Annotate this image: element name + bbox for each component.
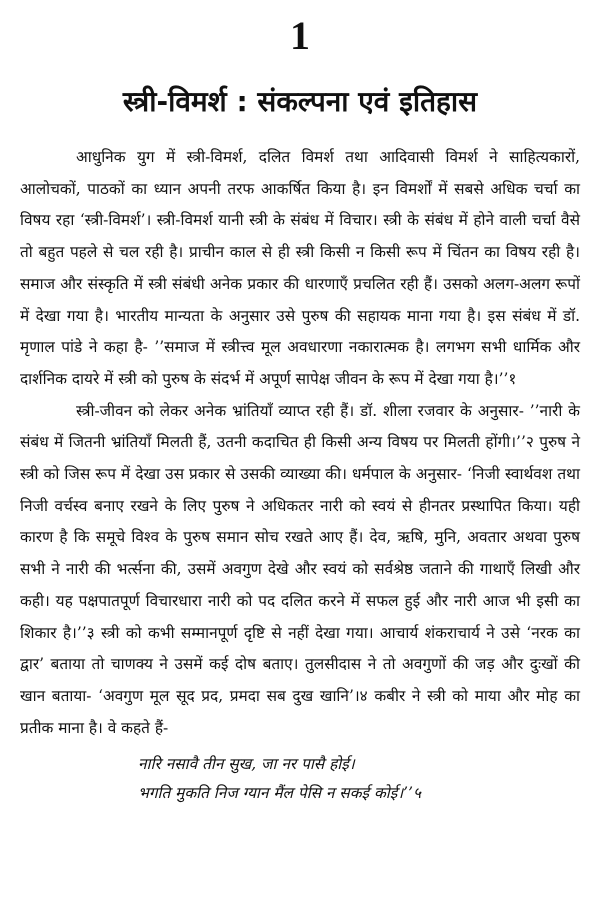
verse-line-1: नारि नसावै तीन सुख, जा नर पासै होई।	[138, 755, 355, 774]
paragraph-1: आधुनिक युग में स्त्री-विमर्श, दलित विमर्श तथा आदिवासी विमर्श ने साहित्यकारों, आलोचकों, पाठकों का ध्यान अपनी तरफ आकर्षित किया है। इन विमर्शों में सबसे अधिक चर्चा का विषय रहा ‘स्त्री-विमर्श’। स्त्री-विमर्श यानी स्त्री के संबंध में विचार। स्त्री के संबंध में होने वाली चर्चा वैसे तो बहुत पहले से चल रही है। प्राचीन काल से ही स्त्री किसी न किसी रूप में चिंतन का विषय रही है। समाज और संस्कृति में स्त्री संबंधी अनेक प्रकार की धारणाएँ प्रचलित रही हैं। उसको अलग-अलग रूपों में देखा गया है। भारतीय मान्यता के अनुसार उसे पुरुष की सहायक माना गया है। इस संबंध में डॉ. मृणाल पांडे ने कहा है- ’’समाज में स्त्रीत्त्व मूल अवधारणा नकारात्मक है। लगभग सभी धार्मिक और दार्शनिक दायरे में स्त्री को पुरुष के संदर्भ में अपूर्ण सापेक्ष जीवन के रूप में देखा गया है।’’१	[20, 148, 580, 388]
paragraph-2: स्त्री-जीवन को लेकर अनेक भ्रांतियाँ व्याप्त रही हैं। डॉ. शीला रजवार के अनुसार- ’’नारी के संबंध में जितनी भ्रांतियाँ मिलती हैं, उतनी कदाचित ही किसी अन्य विषय पर मिलती होंगी।’’२ पुरुष ने स्त्री को जिस रूप में देखा उस प्रकार से उसकी व्याख्या की। धर्मपाल के अनुसार- ‘निजी स्वार्थवश तथा निजी वर्चस्व बनाए रखने के लिए पुरुष ने अधिकतर नारी को स्वयं से हीनतर प्रस्थापित किया। यही कारण है कि समूचे विश्व के पुरुष समान सोच रखते आए हैं। देव, ऋषि, मुनि, अवतार अथवा पुरुष सभी ने नारी की भर्त्सना की, उसमें अवगुण देखे और स्वयं को सर्वश्रेष्ठ जताने की गाथाएँ लिखी और कही। यह पक्षपातपूर्ण विचारधारा नारी को पद दलित करने में सफल हुई और नारी आज भी इसी का शिकार है।’’३ स्त्री को कभी सम्मानपूर्ण दृष्टि से नहीं देखा गया। आचार्य शंकराचार्य ने उसे ‘नरक का द्वार’ बताया तो चाणक्य ने उसमें कई दोष बताए। तुलसीदास ने तो अवगुणों की जड़ और दुःखों की खान बताया- ‘अवगुण मूल सूद प्रद, प्रमदा सब दुख खानि’।४ कबीर ने स्त्री को माया और मोह का प्रतीक माना है। वे कहते हैं-	[20, 401, 580, 737]
chapter-title: स्त्री-विमर्श : संकल्पना एवं इतिहास	[122, 85, 478, 118]
body-text	[14, 142, 586, 808]
verse-block	[20, 750, 580, 808]
chapter-number: 1	[290, 13, 310, 58]
verse-line-2: भगति मुकति निज ग्यान मैंल पेसि न सकई कोई।’’५	[138, 784, 421, 803]
